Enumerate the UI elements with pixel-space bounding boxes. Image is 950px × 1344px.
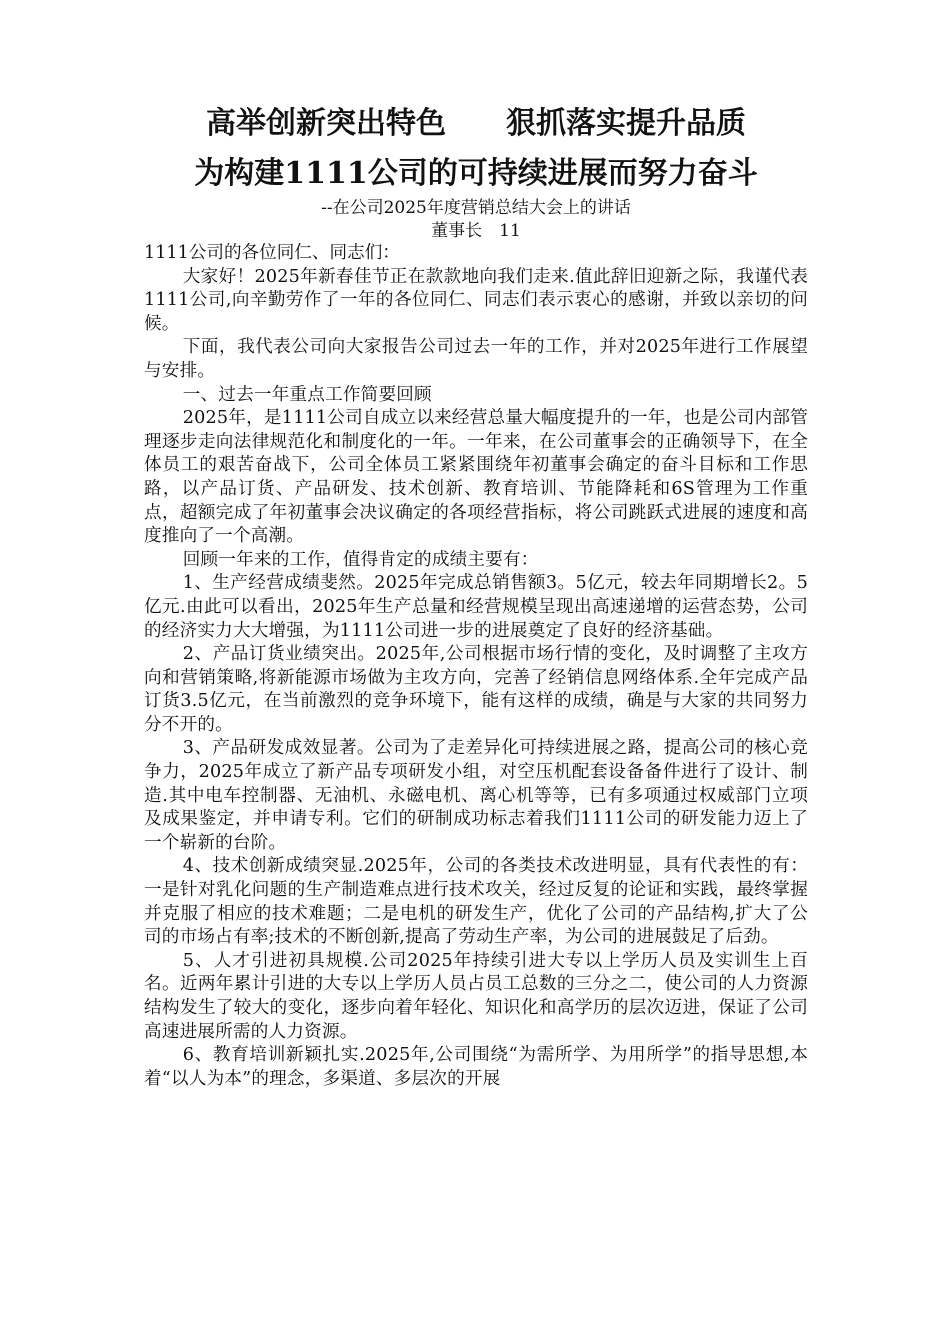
document-subtitle: --在公司2025年度营销总结大会上的讲话	[321, 198, 631, 218]
paragraph-item-6-training: 6、教育培训新颖扎实.2025年,公司围绕“为需所学、为用所学”的指导思想,本着“以人为本”的理念，多渠道、多层次的开展	[144, 1045, 808, 1089]
salutation: 1111公司的各位同仁、同志们：	[144, 243, 400, 263]
paragraph-item-2-orders: 2、产品订货业绩突出。2025年,公司根据市场行情的变化，及时调整了主攻方向和营销策略,将新能源市场做为主攻方向，完善了经销信息网络体系.全年完成产品订货3.5亿元，在当前激烈的竞争环境下，能有这样的成绩，确是与大家的共同努力分不开的。	[144, 644, 808, 735]
paragraph-greeting: 大家好！2025年新春佳节正在款款地向我们走来.值此辞旧迎新之际，我谨代表1111公司,向辛勤劳作了一年的各位同仁、同志们表示衷心的感谢，并致以亲切的问候。	[144, 266, 808, 334]
paragraph-item-4-innovation: 4、技术创新成绩突显.2025年，公司的各类技术改进明显，具有代表性的有：一是针对乳化问题的生产制造难点进行技术攻关，经过反复的论证和实践，最终掌握并克服了相应的技术难题；二是电机的研发生产，优化了公司的产品结构,扩大了公司的市场占有率;技术的不断创新,提高了劳动生产率，为公司的进展鼓足了后劲。	[144, 856, 808, 948]
paragraph-item-1-production: 1、生产经营成绩斐然。2025年完成总销售额3。5亿元，较去年同期增长2。5亿元.由此可以看出，2025年生产总量和经营规模呈现出高速递增的运营态势，公司的经济实力大大增强，为1111公司进一步的进展奠定了良好的经济基础。	[144, 573, 808, 641]
paragraph-year-overview: 2025年，是1111公司自成立以来经营总量大幅度提升的一年，也是公司内部管理逐步走向法律规范化和制度化的一年。一年来，在公司董事会的正确领导下，在全体员工的艰苦奋战下，公司全体员工紧紧围绕年初董事会确定的奋斗目标和工作思路，以产品订货、产品研发、技术创新、教育培训、节能降耗和6S管理为工作重点，超额完成了年初董事会决议确定的各项经营指标，将公司跳跃式进展的速度和高度推向了一个高潮。	[144, 408, 808, 547]
document-title-line-1: 高举创新突出特色 狠抓落实提升品质	[206, 106, 746, 141]
paragraph-item-3-research: 3、产品研发成效显著。公司为了走差异化可持续进展之路，提高公司的核心竞争力，2025年成立了新产品专项研发小组，对空压机配套设备备件进行了设计、制造.其中电车控制器、无油机、永磁电机、离心机等等，已有多项通过权威部门立项及成果鉴定，并申请专利。它们的研制成功标志着我们1111公司的研发能力迈上了一个崭新的台阶。	[144, 738, 808, 853]
paragraph-achievements-intro: 回顾一年来的工作，值得肯定的成绩主要有：	[182, 549, 539, 570]
document-author: 董事长 11	[431, 221, 521, 241]
document-page	[144, 100, 808, 1091]
paragraph-item-5-talent: 5、人才引进初具规模.公司2025年持续引进大专以上学历人员及实训生上百名。近两年累计引进的大专以上学历人员占员工总数的三分之二，使公司的人力资源结构发生了较大的变化，逐步向着年轻化、知识化和高学历的层次迈进，保证了公司高速进展所需的人力资源。	[144, 950, 808, 1042]
paragraph-report-intro: 下面，我代表公司向大家报告公司过去一年的工作，并对2025年进行工作展望与安排。	[144, 337, 808, 381]
document-title-line-2: 为构建1111公司的可持续进展而努力奋斗	[194, 156, 758, 191]
section-heading-review: 一、过去一年重点工作简要回顾	[182, 384, 432, 405]
